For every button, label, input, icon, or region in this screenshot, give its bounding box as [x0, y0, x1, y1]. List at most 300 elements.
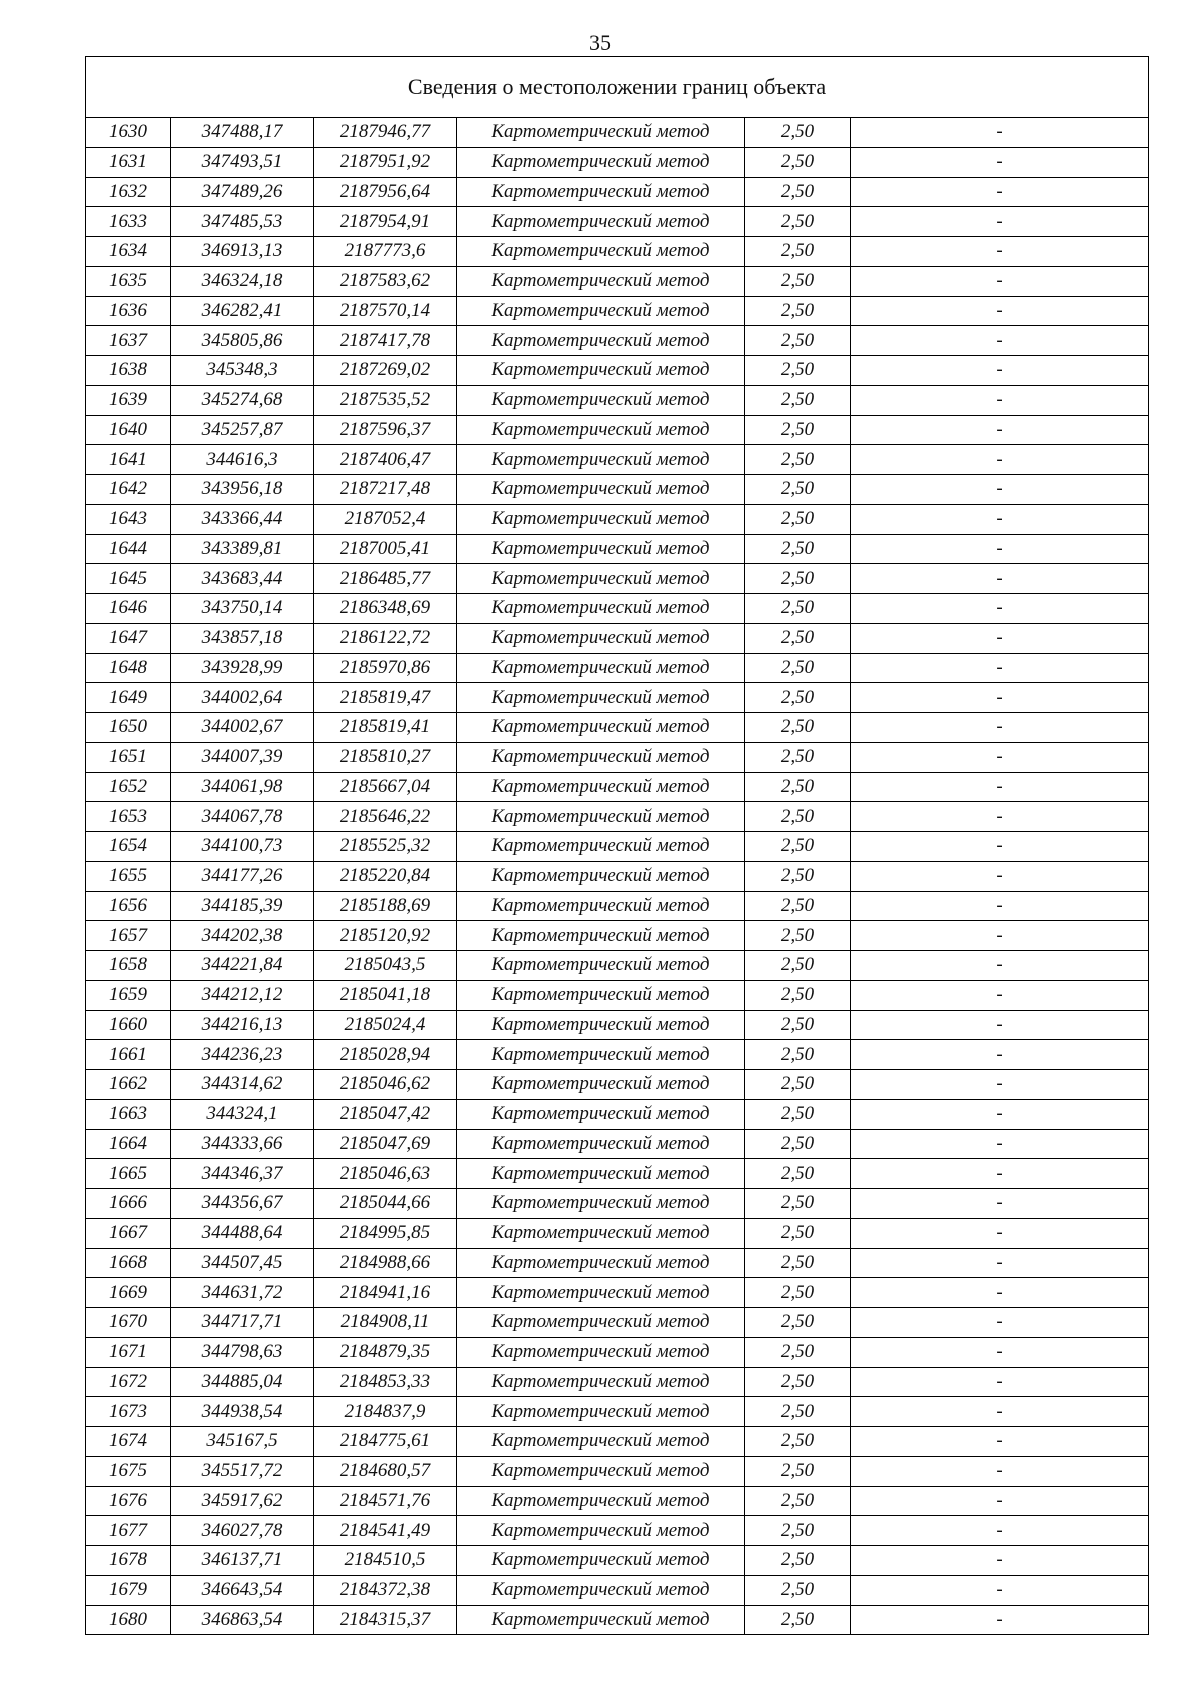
accuracy-cell: 2,50 [745, 683, 851, 713]
x-coordinate-cell: 345274,68 [171, 385, 314, 415]
x-coordinate-cell: 345167,5 [171, 1427, 314, 1457]
x-coordinate-cell: 347488,17 [171, 118, 314, 148]
table-row [86, 1427, 1149, 1457]
y-coordinate-cell: 2185041,18 [314, 980, 457, 1010]
table-row [86, 653, 1149, 683]
y-coordinate-cell: 2185646,22 [314, 802, 457, 832]
y-coordinate-cell: 2185044,66 [314, 1189, 457, 1219]
accuracy-cell: 2,50 [745, 237, 851, 267]
description-cell: - [851, 980, 1149, 1010]
x-coordinate-cell: 344100,73 [171, 832, 314, 862]
x-coordinate-cell: 344324,1 [171, 1099, 314, 1129]
point-number-cell: 1649 [86, 683, 171, 713]
table-row [86, 713, 1149, 743]
point-number-cell: 1642 [86, 475, 171, 505]
method-cell: Картометрический метод [457, 1308, 745, 1338]
y-coordinate-cell: 2187417,78 [314, 326, 457, 356]
accuracy-cell: 2,50 [745, 1099, 851, 1129]
x-coordinate-cell: 346913,13 [171, 237, 314, 267]
table-row [86, 415, 1149, 445]
table-row [86, 1159, 1149, 1189]
table-row [86, 1516, 1149, 1546]
point-number-cell: 1656 [86, 891, 171, 921]
method-cell: Картометрический метод [457, 1040, 745, 1070]
description-cell: - [851, 1129, 1149, 1159]
x-coordinate-cell: 343857,18 [171, 623, 314, 653]
method-cell: Картометрический метод [457, 385, 745, 415]
point-number-cell: 1680 [86, 1605, 171, 1635]
table-row [86, 296, 1149, 326]
table-row [86, 832, 1149, 862]
description-cell: - [851, 1040, 1149, 1070]
accuracy-cell: 2,50 [745, 564, 851, 594]
x-coordinate-cell: 343956,18 [171, 475, 314, 505]
description-cell: - [851, 1337, 1149, 1367]
accuracy-cell: 2,50 [745, 356, 851, 386]
accuracy-cell: 2,50 [745, 1486, 851, 1516]
x-coordinate-cell: 344236,23 [171, 1040, 314, 1070]
accuracy-cell: 2,50 [745, 1367, 851, 1397]
method-cell: Картометрический метод [457, 475, 745, 505]
accuracy-cell: 2,50 [745, 118, 851, 148]
y-coordinate-cell: 2187583,62 [314, 266, 457, 296]
table-row [86, 861, 1149, 891]
x-coordinate-cell: 346137,71 [171, 1546, 314, 1576]
method-cell: Картометрический метод [457, 1278, 745, 1308]
point-number-cell: 1658 [86, 951, 171, 981]
page-number: 35 [589, 30, 611, 55]
table-row [86, 1456, 1149, 1486]
method-cell: Картометрический метод [457, 1099, 745, 1129]
point-number-cell: 1679 [86, 1575, 171, 1605]
x-coordinate-cell: 343750,14 [171, 594, 314, 624]
accuracy-cell: 2,50 [745, 445, 851, 475]
x-coordinate-cell: 343928,99 [171, 653, 314, 683]
description-cell: - [851, 415, 1149, 445]
point-number-cell: 1661 [86, 1040, 171, 1070]
point-number-cell: 1666 [86, 1189, 171, 1219]
x-coordinate-cell: 345917,62 [171, 1486, 314, 1516]
x-coordinate-cell: 344067,78 [171, 802, 314, 832]
point-number-cell: 1653 [86, 802, 171, 832]
x-coordinate-cell: 344333,66 [171, 1129, 314, 1159]
accuracy-cell: 2,50 [745, 861, 851, 891]
description-cell: - [851, 534, 1149, 564]
accuracy-cell: 2,50 [745, 326, 851, 356]
method-cell: Картометрический метод [457, 713, 745, 743]
description-cell: - [851, 1397, 1149, 1427]
accuracy-cell: 2,50 [745, 653, 851, 683]
table-title: Сведения о местоположении границ объекта [86, 57, 1149, 118]
point-number-cell: 1630 [86, 118, 171, 148]
method-cell: Картометрический метод [457, 1397, 745, 1427]
y-coordinate-cell: 2184908,11 [314, 1308, 457, 1338]
accuracy-cell: 2,50 [745, 207, 851, 237]
table-row [86, 564, 1149, 594]
description-cell: - [851, 1367, 1149, 1397]
y-coordinate-cell: 2185046,63 [314, 1159, 457, 1189]
y-coordinate-cell: 2184879,35 [314, 1337, 457, 1367]
point-number-cell: 1668 [86, 1248, 171, 1278]
accuracy-cell: 2,50 [745, 1308, 851, 1338]
x-coordinate-cell: 347493,51 [171, 147, 314, 177]
x-coordinate-cell: 344007,39 [171, 742, 314, 772]
x-coordinate-cell: 344314,62 [171, 1070, 314, 1100]
x-coordinate-cell: 344356,67 [171, 1189, 314, 1219]
accuracy-cell: 2,50 [745, 1070, 851, 1100]
point-number-cell: 1675 [86, 1456, 171, 1486]
x-coordinate-cell: 346324,18 [171, 266, 314, 296]
x-coordinate-cell: 344185,39 [171, 891, 314, 921]
y-coordinate-cell: 2187005,41 [314, 534, 457, 564]
table-row [86, 504, 1149, 534]
method-cell: Картометрический метод [457, 415, 745, 445]
accuracy-cell: 2,50 [745, 951, 851, 981]
point-number-cell: 1670 [86, 1308, 171, 1338]
accuracy-cell: 2,50 [745, 1189, 851, 1219]
table-row [86, 951, 1149, 981]
point-number-cell: 1645 [86, 564, 171, 594]
accuracy-cell: 2,50 [745, 415, 851, 445]
accuracy-cell: 2,50 [745, 742, 851, 772]
description-cell: - [851, 951, 1149, 981]
description-cell: - [851, 1456, 1149, 1486]
description-cell: - [851, 832, 1149, 862]
description-cell: - [851, 356, 1149, 386]
x-coordinate-cell: 344717,71 [171, 1308, 314, 1338]
method-cell: Картометрический метод [457, 1337, 745, 1367]
description-cell: - [851, 1248, 1149, 1278]
description-cell: - [851, 177, 1149, 207]
table-row [86, 921, 1149, 951]
point-number-cell: 1664 [86, 1129, 171, 1159]
table-row [86, 980, 1149, 1010]
accuracy-cell: 2,50 [745, 385, 851, 415]
description-cell: - [851, 385, 1149, 415]
method-cell: Картометрический метод [457, 296, 745, 326]
x-coordinate-cell: 345257,87 [171, 415, 314, 445]
point-number-cell: 1636 [86, 296, 171, 326]
x-coordinate-cell: 346863,54 [171, 1605, 314, 1635]
method-cell: Картометрический метод [457, 1129, 745, 1159]
x-coordinate-cell: 345517,72 [171, 1456, 314, 1486]
x-coordinate-cell: 347485,53 [171, 207, 314, 237]
accuracy-cell: 2,50 [745, 1456, 851, 1486]
y-coordinate-cell: 2187956,64 [314, 177, 457, 207]
table-row [86, 802, 1149, 832]
accuracy-cell: 2,50 [745, 623, 851, 653]
method-cell: Картометрический метод [457, 1159, 745, 1189]
method-cell: Картометрический метод [457, 772, 745, 802]
x-coordinate-cell: 344631,72 [171, 1278, 314, 1308]
point-number-cell: 1667 [86, 1218, 171, 1248]
x-coordinate-cell: 347489,26 [171, 177, 314, 207]
method-cell: Картометрический метод [457, 1605, 745, 1635]
y-coordinate-cell: 2184837,9 [314, 1397, 457, 1427]
y-coordinate-cell: 2185043,5 [314, 951, 457, 981]
table-row [86, 683, 1149, 713]
point-number-cell: 1674 [86, 1427, 171, 1457]
description-cell: - [851, 713, 1149, 743]
method-cell: Картометрический метод [457, 1456, 745, 1486]
point-number-cell: 1638 [86, 356, 171, 386]
description-cell: - [851, 504, 1149, 534]
y-coordinate-cell: 2187773,6 [314, 237, 457, 267]
accuracy-cell: 2,50 [745, 475, 851, 505]
table-row [86, 237, 1149, 267]
accuracy-cell: 2,50 [745, 177, 851, 207]
description-cell: - [851, 564, 1149, 594]
accuracy-cell: 2,50 [745, 594, 851, 624]
method-cell: Картометрический метод [457, 504, 745, 534]
description-cell: - [851, 326, 1149, 356]
description-cell: - [851, 266, 1149, 296]
accuracy-cell: 2,50 [745, 891, 851, 921]
description-cell: - [851, 1218, 1149, 1248]
table-row [86, 1605, 1149, 1635]
y-coordinate-cell: 2185819,47 [314, 683, 457, 713]
table-row [86, 1575, 1149, 1605]
accuracy-cell: 2,50 [745, 296, 851, 326]
method-cell: Картометрический метод [457, 951, 745, 981]
y-coordinate-cell: 2185028,94 [314, 1040, 457, 1070]
accuracy-cell: 2,50 [745, 713, 851, 743]
accuracy-cell: 2,50 [745, 1159, 851, 1189]
point-number-cell: 1632 [86, 177, 171, 207]
accuracy-cell: 2,50 [745, 1337, 851, 1367]
x-coordinate-cell: 344221,84 [171, 951, 314, 981]
point-number-cell: 1641 [86, 445, 171, 475]
method-cell: Картометрический метод [457, 861, 745, 891]
method-cell: Картометрический метод [457, 921, 745, 951]
method-cell: Картометрический метод [457, 356, 745, 386]
y-coordinate-cell: 2184995,85 [314, 1218, 457, 1248]
description-cell: - [851, 1486, 1149, 1516]
method-cell: Картометрический метод [457, 207, 745, 237]
method-cell: Картометрический метод [457, 1367, 745, 1397]
description-cell: - [851, 861, 1149, 891]
accuracy-cell: 2,50 [745, 534, 851, 564]
point-number-cell: 1631 [86, 147, 171, 177]
accuracy-cell: 2,50 [745, 1427, 851, 1457]
table-row [86, 177, 1149, 207]
description-cell: - [851, 296, 1149, 326]
point-number-cell: 1657 [86, 921, 171, 951]
y-coordinate-cell: 2187951,92 [314, 147, 457, 177]
description-cell: - [851, 1427, 1149, 1457]
table-row [86, 266, 1149, 296]
description-cell: - [851, 207, 1149, 237]
y-coordinate-cell: 2187406,47 [314, 445, 457, 475]
x-coordinate-cell: 344616,3 [171, 445, 314, 475]
method-cell: Картометрический метод [457, 802, 745, 832]
description-cell: - [851, 742, 1149, 772]
y-coordinate-cell: 2184853,33 [314, 1367, 457, 1397]
y-coordinate-cell: 2187946,77 [314, 118, 457, 148]
accuracy-cell: 2,50 [745, 1129, 851, 1159]
x-coordinate-cell: 344938,54 [171, 1397, 314, 1427]
y-coordinate-cell: 2187052,4 [314, 504, 457, 534]
y-coordinate-cell: 2184372,38 [314, 1575, 457, 1605]
method-cell: Картометрический метод [457, 1427, 745, 1457]
description-cell: - [851, 802, 1149, 832]
description-cell: - [851, 653, 1149, 683]
table-row [86, 742, 1149, 772]
y-coordinate-cell: 2185046,62 [314, 1070, 457, 1100]
table-row [86, 1367, 1149, 1397]
accuracy-cell: 2,50 [745, 1546, 851, 1576]
description-cell: - [851, 1010, 1149, 1040]
table-row [86, 1129, 1149, 1159]
point-number-cell: 1662 [86, 1070, 171, 1100]
accuracy-cell: 2,50 [745, 504, 851, 534]
table-row [86, 1010, 1149, 1040]
description-cell: - [851, 1189, 1149, 1219]
point-number-cell: 1648 [86, 653, 171, 683]
y-coordinate-cell: 2185970,86 [314, 653, 457, 683]
accuracy-cell: 2,50 [745, 1278, 851, 1308]
accuracy-cell: 2,50 [745, 1248, 851, 1278]
accuracy-cell: 2,50 [745, 1516, 851, 1546]
boundary-coordinates-table [85, 56, 1149, 1635]
method-cell: Картометрический метод [457, 623, 745, 653]
table-row [86, 1099, 1149, 1129]
y-coordinate-cell: 2185220,84 [314, 861, 457, 891]
description-cell: - [851, 1278, 1149, 1308]
point-number-cell: 1640 [86, 415, 171, 445]
method-cell: Картометрический метод [457, 1189, 745, 1219]
method-cell: Картометрический метод [457, 1010, 745, 1040]
point-number-cell: 1651 [86, 742, 171, 772]
table-row [86, 1308, 1149, 1338]
description-cell: - [851, 683, 1149, 713]
point-number-cell: 1654 [86, 832, 171, 862]
table-row [86, 891, 1149, 921]
description-cell: - [851, 891, 1149, 921]
method-cell: Картометрический метод [457, 534, 745, 564]
x-coordinate-cell: 344202,38 [171, 921, 314, 951]
table-row [86, 594, 1149, 624]
point-number-cell: 1672 [86, 1367, 171, 1397]
table-header-row [86, 57, 1149, 118]
point-number-cell: 1635 [86, 266, 171, 296]
table-row [86, 1397, 1149, 1427]
description-cell: - [851, 921, 1149, 951]
description-cell: - [851, 1099, 1149, 1129]
point-number-cell: 1646 [86, 594, 171, 624]
accuracy-cell: 2,50 [745, 980, 851, 1010]
description-cell: - [851, 594, 1149, 624]
y-coordinate-cell: 2185810,27 [314, 742, 457, 772]
accuracy-cell: 2,50 [745, 802, 851, 832]
x-coordinate-cell: 345805,86 [171, 326, 314, 356]
description-cell: - [851, 445, 1149, 475]
method-cell: Картометрический метод [457, 118, 745, 148]
x-coordinate-cell: 345348,3 [171, 356, 314, 386]
point-number-cell: 1671 [86, 1337, 171, 1367]
table-row [86, 623, 1149, 653]
x-coordinate-cell: 344885,04 [171, 1367, 314, 1397]
table-row [86, 356, 1149, 386]
y-coordinate-cell: 2187570,14 [314, 296, 457, 326]
method-cell: Картометрический метод [457, 832, 745, 862]
method-cell: Картометрический метод [457, 147, 745, 177]
table-row [86, 1546, 1149, 1576]
table-row [86, 445, 1149, 475]
point-number-cell: 1677 [86, 1516, 171, 1546]
y-coordinate-cell: 2187596,37 [314, 415, 457, 445]
y-coordinate-cell: 2184510,5 [314, 1546, 457, 1576]
method-cell: Картометрический метод [457, 653, 745, 683]
point-number-cell: 1676 [86, 1486, 171, 1516]
description-cell: - [851, 1308, 1149, 1338]
description-cell: - [851, 1070, 1149, 1100]
x-coordinate-cell: 344216,13 [171, 1010, 314, 1040]
x-coordinate-cell: 344002,64 [171, 683, 314, 713]
point-number-cell: 1647 [86, 623, 171, 653]
point-number-cell: 1669 [86, 1278, 171, 1308]
method-cell: Картометрический метод [457, 1070, 745, 1100]
description-cell: - [851, 118, 1149, 148]
table-row [86, 118, 1149, 148]
accuracy-cell: 2,50 [745, 1575, 851, 1605]
point-number-cell: 1633 [86, 207, 171, 237]
y-coordinate-cell: 2187954,91 [314, 207, 457, 237]
method-cell: Картометрический метод [457, 891, 745, 921]
point-number-cell: 1644 [86, 534, 171, 564]
point-number-cell: 1655 [86, 861, 171, 891]
point-number-cell: 1650 [86, 713, 171, 743]
method-cell: Картометрический метод [457, 594, 745, 624]
accuracy-cell: 2,50 [745, 1605, 851, 1635]
x-coordinate-cell: 344488,64 [171, 1218, 314, 1248]
accuracy-cell: 2,50 [745, 1010, 851, 1040]
y-coordinate-cell: 2187535,52 [314, 385, 457, 415]
method-cell: Картометрический метод [457, 742, 745, 772]
table-row [86, 1218, 1149, 1248]
table-row [86, 1070, 1149, 1100]
point-number-cell: 1643 [86, 504, 171, 534]
accuracy-cell: 2,50 [745, 921, 851, 951]
point-number-cell: 1637 [86, 326, 171, 356]
description-cell: - [851, 147, 1149, 177]
x-coordinate-cell: 344798,63 [171, 1337, 314, 1367]
method-cell: Картометрический метод [457, 980, 745, 1010]
y-coordinate-cell: 2186485,77 [314, 564, 457, 594]
description-cell: - [851, 623, 1149, 653]
table-row [86, 385, 1149, 415]
method-cell: Картометрический метод [457, 1218, 745, 1248]
y-coordinate-cell: 2185047,69 [314, 1129, 457, 1159]
method-cell: Картометрический метод [457, 683, 745, 713]
y-coordinate-cell: 2185120,92 [314, 921, 457, 951]
accuracy-cell: 2,50 [745, 1040, 851, 1070]
method-cell: Картометрический метод [457, 1546, 745, 1576]
y-coordinate-cell: 2185667,04 [314, 772, 457, 802]
x-coordinate-cell: 343389,81 [171, 534, 314, 564]
point-number-cell: 1639 [86, 385, 171, 415]
point-number-cell: 1652 [86, 772, 171, 802]
method-cell: Картометрический метод [457, 1516, 745, 1546]
point-number-cell: 1663 [86, 1099, 171, 1129]
table-row [86, 1040, 1149, 1070]
method-cell: Картометрический метод [457, 1486, 745, 1516]
accuracy-cell: 2,50 [745, 266, 851, 296]
accuracy-cell: 2,50 [745, 147, 851, 177]
table-row [86, 1486, 1149, 1516]
y-coordinate-cell: 2184941,16 [314, 1278, 457, 1308]
description-cell: - [851, 1159, 1149, 1189]
